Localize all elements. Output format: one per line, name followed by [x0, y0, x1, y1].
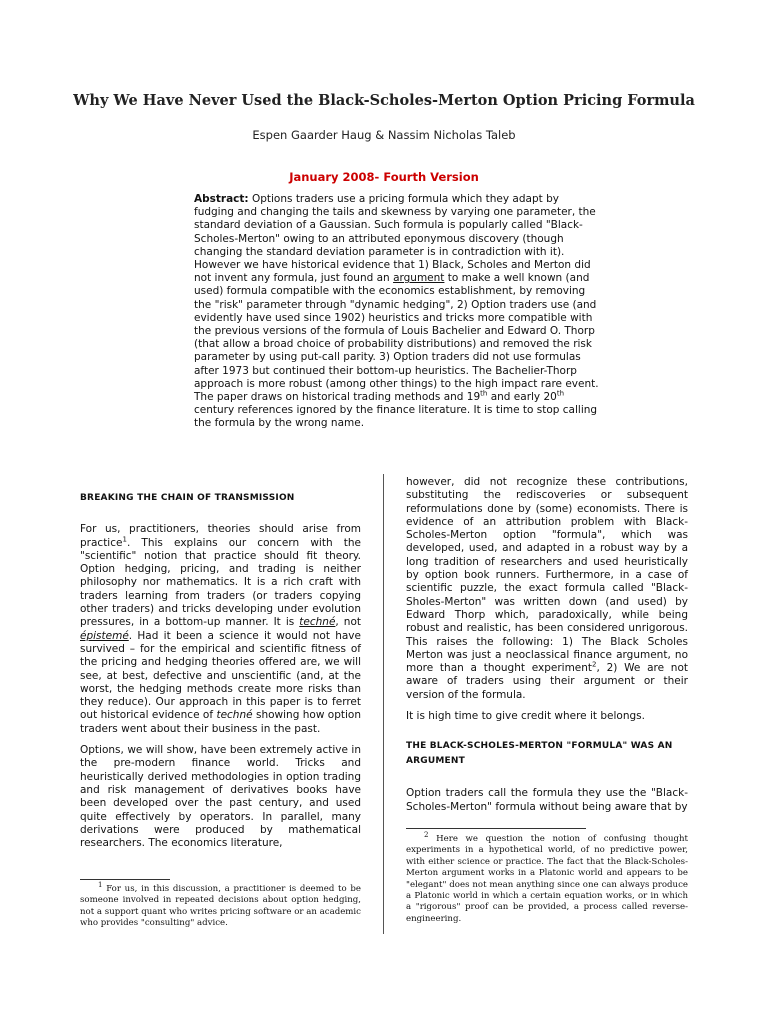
column-divider — [383, 474, 384, 934]
abstract-text-4: century references ignored by the finance literature. It is time to stop calling the formula by the wrong name. — [194, 404, 598, 430]
footnote-ref-2[interactable]: 2 — [592, 660, 597, 669]
paper-title: Why We Have Never Used the Black-Scholes-Merton Option Pricing Formula — [73, 92, 695, 109]
left-paragraph-1: For us, practitioners, theories should arise from practice$^1$. This explains our concern with the "scientific" notion that practice should fit theory. Option hedging, pricing, and trading is neither philosophy nor mathematics. It is a rich craft with traders learning from traders (or traders copying other traders) and tricks developing under evolution pressures, in a bottom-up manner. It is techné, not épistemé. Had it been a science it would not have survived – for the empirical and scientific fitness of the pricing and hedging theories offered are, we will see, at best, defective and unscientific (and, at the worst, the hedging methods create more risks than they reduce). Our approach in this paper is to ferret out historical evidence of techné showing how option traders went about their business in the past. — [80, 523, 362, 735]
abstract-text-2: to make a well known (and used) formula compatible with the economics establishment, by removing the "risk" parameter through "dynamic hedging", 2) Option traders use (and evidently have used since 1902) heuristics and tricks more compatible with the previous versions of the formula of Louis Bachelier and Edward O. Thorp (that allow a broad choice of probability distributions) and removed the risk parameter by using put-call parity. 3) Option traders did not use formulas after 1973 but continued their bottom-up heuristics. The Bachelier-Thorp approach is more robust (among other things) to the high impact rare event. The paper draws on historical trading methods and 19 — [194, 272, 599, 404]
right-paragraph-3: Option traders call the formula they use the "Black-Scholes-Merton" formula without being aware that by — [406, 787, 688, 813]
section-heading-chain: BREAKING THE CHAIN OF TRANSMISSION — [80, 493, 295, 503]
abstract-text-1: Options traders use a pricing formula which they adapt by fudging and changing the tails and skewness by varying one parameter, the standard deviation of a Gaussian. Such formula is popularly called "Black-Scholes-Merton" owing to an attributed eponymous discovery (though changing the standard deviation parameter is in contradiction with it). However we have historical evidence that 1) Black, Scholes and Merton did not invent any formula, just found an — [194, 193, 596, 285]
paper-version: January 2008- Fourth Version — [289, 170, 479, 184]
footnote-1-num: 1 — [98, 881, 103, 890]
abstract-argument-link[interactable]: argument — [393, 272, 445, 285]
footnote-1-text: For us, in this discussion, a practitioner is deemed to be someone involved in repeated decisions about option hedging, not a support quant who writes pricing software or an academic who provides "consulting" advice. — [80, 884, 361, 929]
techne-term: techné — [299, 616, 336, 629]
footnote-2-num: 2 — [424, 831, 429, 840]
abstract-sup-2: th — [556, 389, 565, 398]
left-column — [80, 476, 361, 858]
footnote-2-text: Here we question the notion of confusing thought experiments in a hypothetical world, of no predictive power, with either science or practice. The fact that the Black-Scholes-Merton argument works in a Platonic world and appears to be "elegant" does not mean anything since one can always produce a Platonic world in which a certain equation works, or in which a "rigorous" proof can be provided, a process called reverse-engineering. — [406, 834, 688, 924]
footnote-1 — [80, 881, 361, 930]
footnote-rule-left — [80, 879, 170, 880]
footnote-ref-1[interactable]: 1 — [122, 535, 127, 544]
abstract-sup-1: th — [480, 389, 488, 398]
paper-authors: Espen Gaarder Haug & Nassim Nicholas Taleb — [252, 128, 516, 142]
right-paragraph-1: however, did not recognize these contributions, substituting the rediscoveries or subsequent reformulations done by (some) economists. There is evidence of an attribution problem with Black-Scholes-Merton option "formula", which was developed, used, and adapted in a robust way by a long tradition of researchers and used heuristically by option book runners. Furthermore, in a case of scientific puzzle, the exact formula called "Black-Sholes-Merton" was written down (and used) by Edward Thorp which, paradoxically, while being robust and realistic, has been considered unrigorous. This raises the following: 1) The Black Scholes Merton was just a neoclassical finance argument, no more than a thought experiment$^2$, 2) We are not aware of traders using their argument or their version of the formula. — [406, 476, 688, 701]
left-paragraph-2: Options, we will show, have been extremely active in the pre-modern finance world. Tricks and heuristically derived methodologies in option trading and risk management of derivatives books have been developed over the past century, and used quite effectively by operators. In parallel, many derivations were produced by mathematical researchers. The economics literature, — [80, 744, 361, 850]
abstract-text-3: and early 20 — [490, 391, 557, 404]
episteme-term: épistemé — [80, 629, 129, 642]
right-paragraph-2: It is high time to give credit where it belongs. — [406, 710, 645, 723]
footnote-2 — [406, 831, 688, 925]
abstract — [194, 193, 600, 431]
techne-term-2: techné — [216, 709, 253, 722]
section-heading-formula: THE BLACK-SCHOLES-MERTON "FORMULA" WAS AN ARGUMENT — [406, 741, 673, 767]
right-column — [406, 476, 688, 822]
abstract-label: Abstract: — [194, 193, 249, 205]
footnote-rule-right — [406, 828, 586, 829]
